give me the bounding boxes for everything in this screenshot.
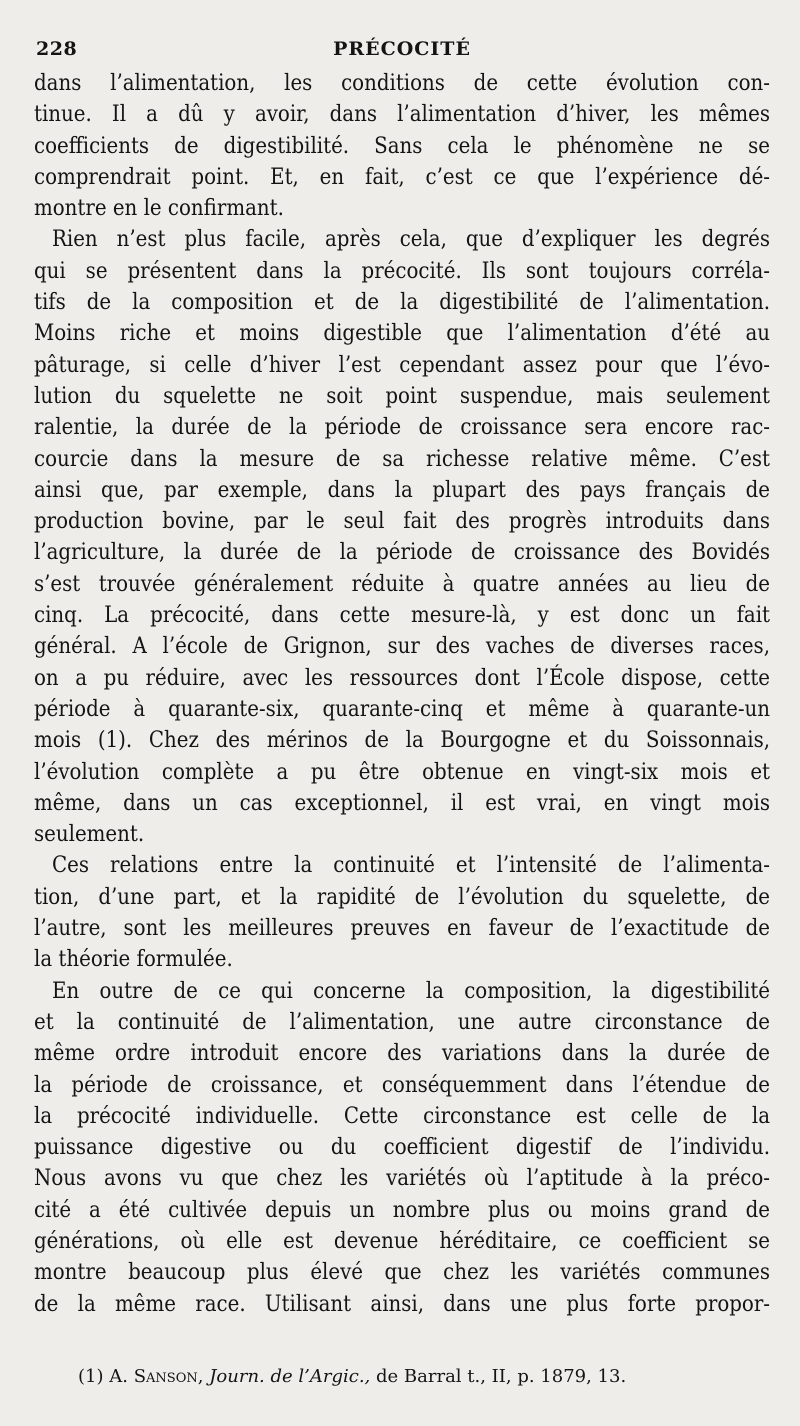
text-line: qui se présentent dans la précocité. Ils sont toujours corréla-	[34, 258, 770, 284]
text-line: ralentie, la durée de la période de croissance sera encore rac-	[34, 415, 770, 441]
footnote-journal: Journ. de l’Argic.,	[209, 1366, 371, 1387]
text-line: coefficients de digestibilité. Sans cela le phénomène ne se	[34, 133, 770, 159]
text-line: seulement.	[34, 822, 145, 848]
text-line: tion, d’une part, et la rapidité de l’évolution du squelette, de	[34, 884, 770, 910]
text-line: on a pu réduire, avec les ressources dont l’École dispose, cette	[34, 665, 770, 691]
text-line: l’évolution complète a pu être obtenue en vingt-six mois et	[34, 759, 770, 785]
text-line: Nous avons vu que chez les variétés où l’aptitude à la préco-	[34, 1166, 770, 1192]
text-line: la précocité individuelle. Cette circonstance est celle de la	[34, 1103, 770, 1129]
text-line: même ordre introduit encore des variations dans la durée de	[34, 1041, 770, 1067]
text-line: période à quarante-six, quarante-cinq et même à quarante-un	[34, 696, 770, 722]
text-line: Ces relations entre la continuité et l’intensité de l’alimenta-	[52, 853, 770, 879]
text-line: l’autre, sont les meilleures preuves en faveur de l’exactitude de	[34, 916, 770, 942]
text-line: production bovine, par le seul fait des progrès introduits dans	[34, 509, 770, 535]
text-line: s’est trouvée généralement réduite à quatre années au lieu de	[34, 571, 770, 597]
body-text	[34, 68, 770, 1320]
text-line: mois (1). Chez des mérinos de la Bourgogne et du Soissonnais,	[34, 728, 770, 754]
text-line: général. A l’école de Grignon, sur des vaches de diverses races,	[34, 634, 770, 660]
text-line: la période de croissance, et conséquemment dans l’étendue de	[34, 1072, 770, 1098]
text-line: lution du squelette ne soit point suspendue, mais seulement	[34, 383, 770, 409]
text-line: cinq. La précocité, dans cette mesure-là, y est donc un fait	[34, 603, 770, 629]
running-title: PRÉCOCITÉ	[333, 38, 471, 60]
text-line: générations, où elle est devenue héréditaire, ce coefficient se	[34, 1228, 770, 1254]
page-number: 228	[36, 38, 78, 60]
text-line: montre beaucoup plus élevé que chez les variétés communes	[34, 1260, 770, 1286]
footnote-rest: de Barral t., II, p. 1879, 13.	[376, 1366, 627, 1387]
text-line: de la même race. Utilisant ainsi, dans une plus forte propor-	[34, 1291, 770, 1317]
text-line: ainsi que, par exemple, dans la plupart des pays français de	[34, 477, 770, 503]
footnote	[78, 1366, 626, 1387]
text-line: et la continuité de l’alimentation, une autre circonstance de	[34, 1009, 770, 1035]
text-line: l’agriculture, la durée de la période de croissance des Bovidés	[34, 540, 770, 566]
text-line: Moins riche et moins digestible que l’alimentation d’été au	[34, 321, 770, 347]
page-header	[34, 28, 770, 68]
footnote-author: Sanson,	[133, 1366, 204, 1387]
text-line: dans l’alimentation, les conditions de cette évolution con-	[34, 71, 770, 96]
text-line: pâturage, si celle d’hiver l’est cependant assez pour que l’évo-	[34, 352, 770, 378]
text-line: la théorie formulée.	[34, 947, 233, 973]
text-line: puissance digestive ou du coefficient digestif de l’individu.	[34, 1135, 770, 1161]
text-line: même, dans un cas exceptionnel, il est vrai, en vingt mois	[34, 790, 770, 816]
text-line: En outre de ce qui concerne la composition, la digestibilité	[52, 978, 770, 1004]
text-line: montre en le confirmant.	[34, 196, 284, 222]
text-line: comprendrait point. Et, en fait, c’est ce que l’expérience dé-	[34, 164, 770, 190]
text-line: courcie dans la mesure de sa richesse relative même. C’est	[34, 446, 770, 472]
text-line: Rien n’est plus facile, après cela, que d’expliquer les degrés	[52, 227, 770, 253]
text-line: cité a été cultivée depuis un nombre plus ou moins grand de	[34, 1197, 770, 1223]
text-line: tinue. Il a dû y avoir, dans l’alimentation d’hiver, les mêmes	[34, 102, 770, 128]
footnote-marker: (1) A.	[78, 1366, 128, 1387]
text-line: tifs de la composition et de la digestibilité de l’alimentation.	[34, 290, 770, 316]
